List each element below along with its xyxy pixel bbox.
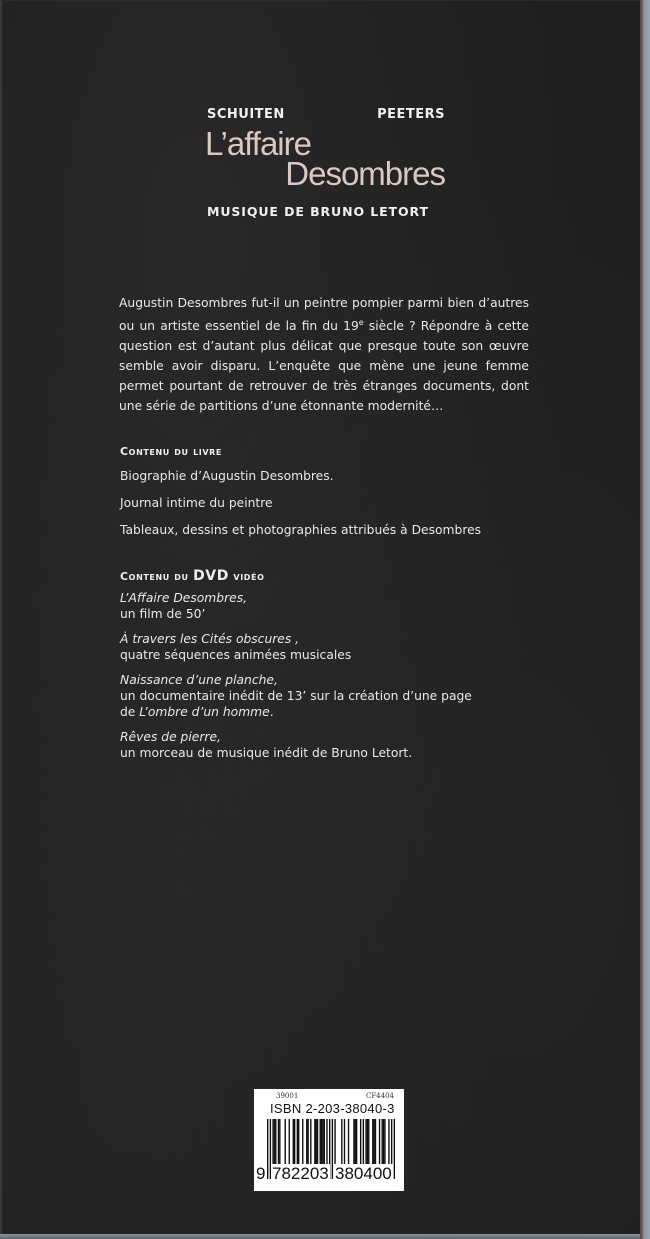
barcode-bar xyxy=(274,1119,275,1169)
barcode-bar xyxy=(363,1119,364,1169)
blurb-part-1: Augustin Desombres fut-il un peintre pompier parmi bien d’autres ou un artiste essentiel de la fin du 19 xyxy=(119,296,529,334)
barcode-bar xyxy=(321,1119,322,1169)
isbn-barcode-label xyxy=(254,1089,404,1191)
book-title xyxy=(205,125,445,192)
dvd-heading-dvd: DVD xyxy=(193,568,229,584)
barcode-bar xyxy=(367,1119,368,1169)
barcode-bar xyxy=(314,1119,315,1169)
desc2-italic: L’ombre d’un homme xyxy=(139,705,270,719)
barcode-bar xyxy=(388,1119,389,1169)
dvd-item-desc: un morceau de musique inédit de Bruno Letort. xyxy=(120,746,413,760)
barcode-bar xyxy=(285,1119,286,1169)
barcode-bar xyxy=(289,1119,290,1169)
dvd-item xyxy=(120,729,560,761)
music-credit: MUSIQUE DE BRUNO LETORT xyxy=(207,204,429,219)
book-contents-list xyxy=(120,468,540,549)
barcode-bar xyxy=(365,1119,366,1169)
barcode-bar xyxy=(307,1119,308,1169)
desc2-post: . xyxy=(269,705,274,719)
barcode-bar xyxy=(375,1119,376,1169)
book-contents-heading: Contenu du livre xyxy=(120,445,222,458)
barcode-bar xyxy=(353,1119,354,1169)
ean-first-digit: 9 xyxy=(256,1164,266,1183)
barcode-bar xyxy=(272,1119,273,1169)
dvd-item-desc: quatre séquences animées musicales xyxy=(120,648,352,662)
isbn-number: ISBN 2-203-38040-3 xyxy=(270,1101,395,1116)
barcode-bar xyxy=(326,1119,327,1169)
barcode-bar xyxy=(278,1119,279,1169)
barcode-bar xyxy=(341,1119,342,1169)
barcode-bar xyxy=(356,1119,357,1169)
dvd-item-desc: un documentaire inédit de 13’ sur la création d’une page xyxy=(120,689,472,703)
barcode-bar xyxy=(334,1119,335,1169)
barcode-bar xyxy=(384,1119,385,1169)
authors xyxy=(207,107,445,122)
cover-right-edge xyxy=(640,0,650,1239)
barcode-bar xyxy=(368,1119,369,1169)
barcode-bar xyxy=(275,1119,276,1169)
blurb-superscript: e xyxy=(358,318,364,327)
dvd-contents-heading xyxy=(120,568,264,584)
barcode-bar xyxy=(394,1119,395,1179)
dvd-item xyxy=(120,672,560,720)
dvd-item-desc: un film de 50’ xyxy=(120,607,206,621)
barcode-bar xyxy=(279,1119,280,1169)
title-line-2: Desombres xyxy=(285,155,445,192)
barcode-bar xyxy=(316,1119,317,1169)
barcode-code-right: CF4404 xyxy=(365,1092,394,1100)
ean-right-group: 380400 xyxy=(335,1164,392,1183)
barcode-bar xyxy=(267,1119,268,1179)
barcode-bar xyxy=(355,1119,356,1169)
book-item: Biographie d’Augustin Desombres. xyxy=(120,469,334,483)
barcode-code-left: 39001 xyxy=(276,1092,299,1100)
dvd-item xyxy=(120,590,560,622)
author-peeters: PEETERS xyxy=(377,107,445,122)
ean-left-group: 782203 xyxy=(272,1164,329,1183)
dvd-item xyxy=(120,631,560,663)
blurb xyxy=(119,293,529,416)
barcode-bar xyxy=(382,1119,383,1169)
book-item: Journal intime du peintre xyxy=(120,496,273,510)
barcode-bar xyxy=(379,1119,380,1169)
dvd-heading-post: vidéo xyxy=(228,570,265,583)
barcode-bar xyxy=(320,1119,321,1169)
book-item: Tableaux, dessins et photographies attribués à Desombres xyxy=(120,523,482,537)
blurb-part-2: siècle ? Répondre à cette question est d’autant plus délicat que presque toute son œuvre semble avoir disparu. L’enquête que mène une jeune femme permet pourtant de retrouver de très étranges documents, dont une série de partitions d’une étonnante modernité… xyxy=(119,319,530,414)
barcode-bar xyxy=(373,1119,374,1169)
barcode-bar xyxy=(360,1119,361,1169)
barcode-bar xyxy=(383,1119,384,1169)
barcode-bar xyxy=(324,1119,325,1169)
dvd-item-desc-2 xyxy=(120,704,560,720)
barcode-bar xyxy=(293,1119,294,1169)
barcode-bar xyxy=(294,1119,295,1169)
title-line-1: L’affaire xyxy=(205,125,311,162)
barcode-bar xyxy=(302,1119,303,1169)
cover-bottom-edge xyxy=(0,1234,640,1239)
barcode-bar xyxy=(297,1119,298,1169)
author-schuiten: SCHUITEN xyxy=(207,107,285,122)
barcode-bar xyxy=(306,1119,307,1169)
dvd-contents-list xyxy=(120,590,560,770)
dvd-heading-pre: Contenu du xyxy=(120,570,194,583)
barcode-bar xyxy=(372,1119,373,1169)
dvd-item-title: Rêves de pierre, xyxy=(120,730,221,744)
dvd-item-title: À travers les Cités obscures , xyxy=(120,632,300,646)
barcode-bar xyxy=(322,1119,323,1169)
dvd-item-title: L’Affaire Desombres, xyxy=(120,591,248,605)
desc2-pre: de xyxy=(120,705,140,719)
barcode-bar xyxy=(332,1119,333,1179)
barcode-bar xyxy=(310,1119,311,1169)
barcode-codes xyxy=(276,1092,394,1100)
barcode-bar xyxy=(348,1119,349,1169)
barcode-bar xyxy=(298,1119,299,1169)
barcode-bar xyxy=(344,1119,345,1169)
dvd-item-title: Naissance d’une planche, xyxy=(120,673,278,687)
barcode-bar xyxy=(317,1119,318,1169)
